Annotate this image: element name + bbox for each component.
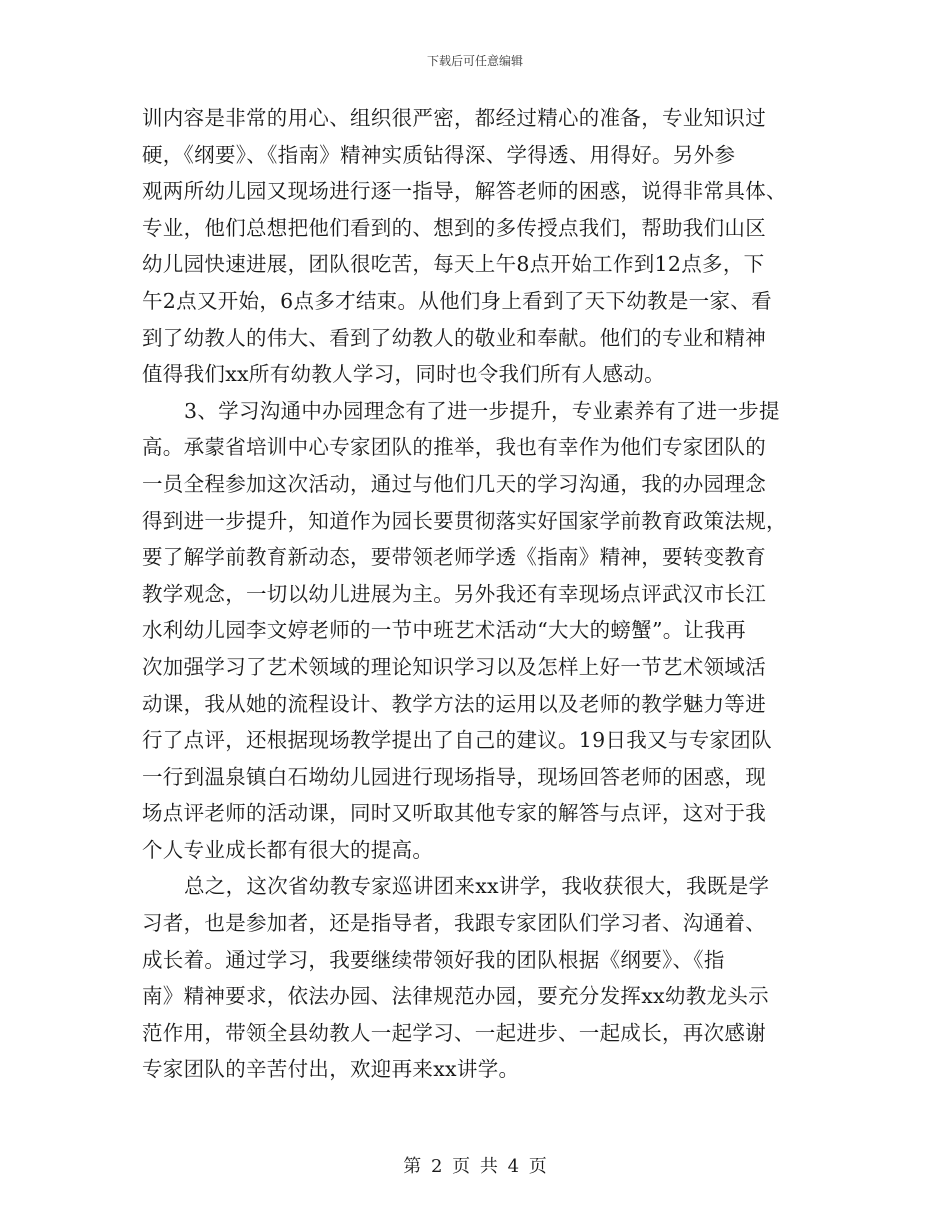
text-line: 个人专业成长都有很大的提高。 — [142, 837, 434, 862]
paragraph — [142, 100, 808, 393]
text-line: 观两所幼儿园又现场进行逐一指导，解答老师的困惑，说得非常具体、 — [142, 179, 787, 204]
text-line: 总之，这次省幼教专家巡讲团来xx讲学，我收获很大，我既是学 — [184, 874, 770, 899]
text-line: 幼儿园快速进展，团队很吃苦，每天上午8点开始工作到12点多，下 — [142, 252, 765, 277]
text-line: 得到进一步提升，知道作为园长要贯彻落实好国家学前教育政策法规， — [142, 508, 787, 533]
text-line: 一员全程参加这次活动，通过与他们几天的学习沟通，我的办园理念 — [142, 471, 766, 496]
text-line: 硬，《纲要》、《指南》精神实质钻得深、学得透、用得好。另外参 — [142, 142, 736, 167]
text-line: 范作用，带领全县幼教人一起学习、一起进步、一起成长，再次感谢 — [142, 1020, 766, 1045]
document-body — [142, 100, 808, 1088]
text-line: 要了解学前教育新动态，要带领老师学透《指南》精神，要转变教育 — [142, 545, 766, 570]
page-number-footer: 第 2 页 共 4 页 — [403, 1156, 547, 1177]
text-line: 值得我们xx所有幼教人学习，同时也令我们所有人感动。 — [142, 362, 665, 387]
text-line: 3、学习沟通中办园理念有了进一步提升，专业素养有了进一步提 — [184, 398, 780, 423]
text-line: 训内容是非常的用心、组织很严密，都经过精心的准备，专业知识过 — [142, 106, 766, 130]
text-line: 专业，他们总想把他们看到的、想到的多传授点我们，帮助我们山区 — [142, 215, 766, 240]
text-line: 到了幼教人的伟大、看到了幼教人的敬业和奉献。他们的专业和精神 — [142, 325, 766, 350]
text-line: 高。承蒙省培训中心专家团队的推举，我也有幸作为他们专家团队的 — [142, 435, 766, 460]
text-line: 专家团队的辛苦付出，欢迎再来xx讲学。 — [142, 1057, 520, 1082]
text-line: 水利幼儿园李文婷老师的一节中班艺术活动“大大的螃蟹”。让我再 — [142, 618, 746, 643]
text-line: 成长着。通过学习，我要继续带领好我的团队根据《纲要》、《指 — [142, 947, 725, 972]
text-line: 习者，也是参加者，还是指导者，我跟专家团队们学习者、沟通着、 — [142, 911, 766, 936]
text-line: 教学观念，一切以幼儿进展为主。另外我还有幸现场点评武汉市长江 — [142, 581, 766, 606]
text-line: 行了点评，还根据现场教学提出了自己的建议。19日我又与专家团队 — [142, 728, 772, 753]
text-line: 午2点又开始，6点多才结束。从他们身上看到了天下幼教是一家、看 — [142, 288, 772, 313]
header-note: 下载后可任意编辑 — [426, 54, 523, 68]
text-line: 次加强学习了艺术领域的理论知识学习以及怎样上好一节艺术领域活 — [142, 654, 766, 679]
paragraph — [142, 393, 808, 869]
text-line: 南》精神要求，依法办园、法律规范办园，要充分发挥xx幼教龙头示 — [142, 984, 769, 1009]
text-line: 一行到温泉镇白石坳幼儿园进行现场指导，现场回答老师的困惑，现 — [142, 764, 766, 789]
text-line: 动课，我从她的流程设计、教学方法的运用以及老师的教学魅力等进 — [142, 691, 766, 716]
text-line: 场点评老师的活动课，同时又听取其他专家的解答与点评，这对于我 — [142, 801, 766, 826]
paragraph — [142, 868, 808, 1088]
